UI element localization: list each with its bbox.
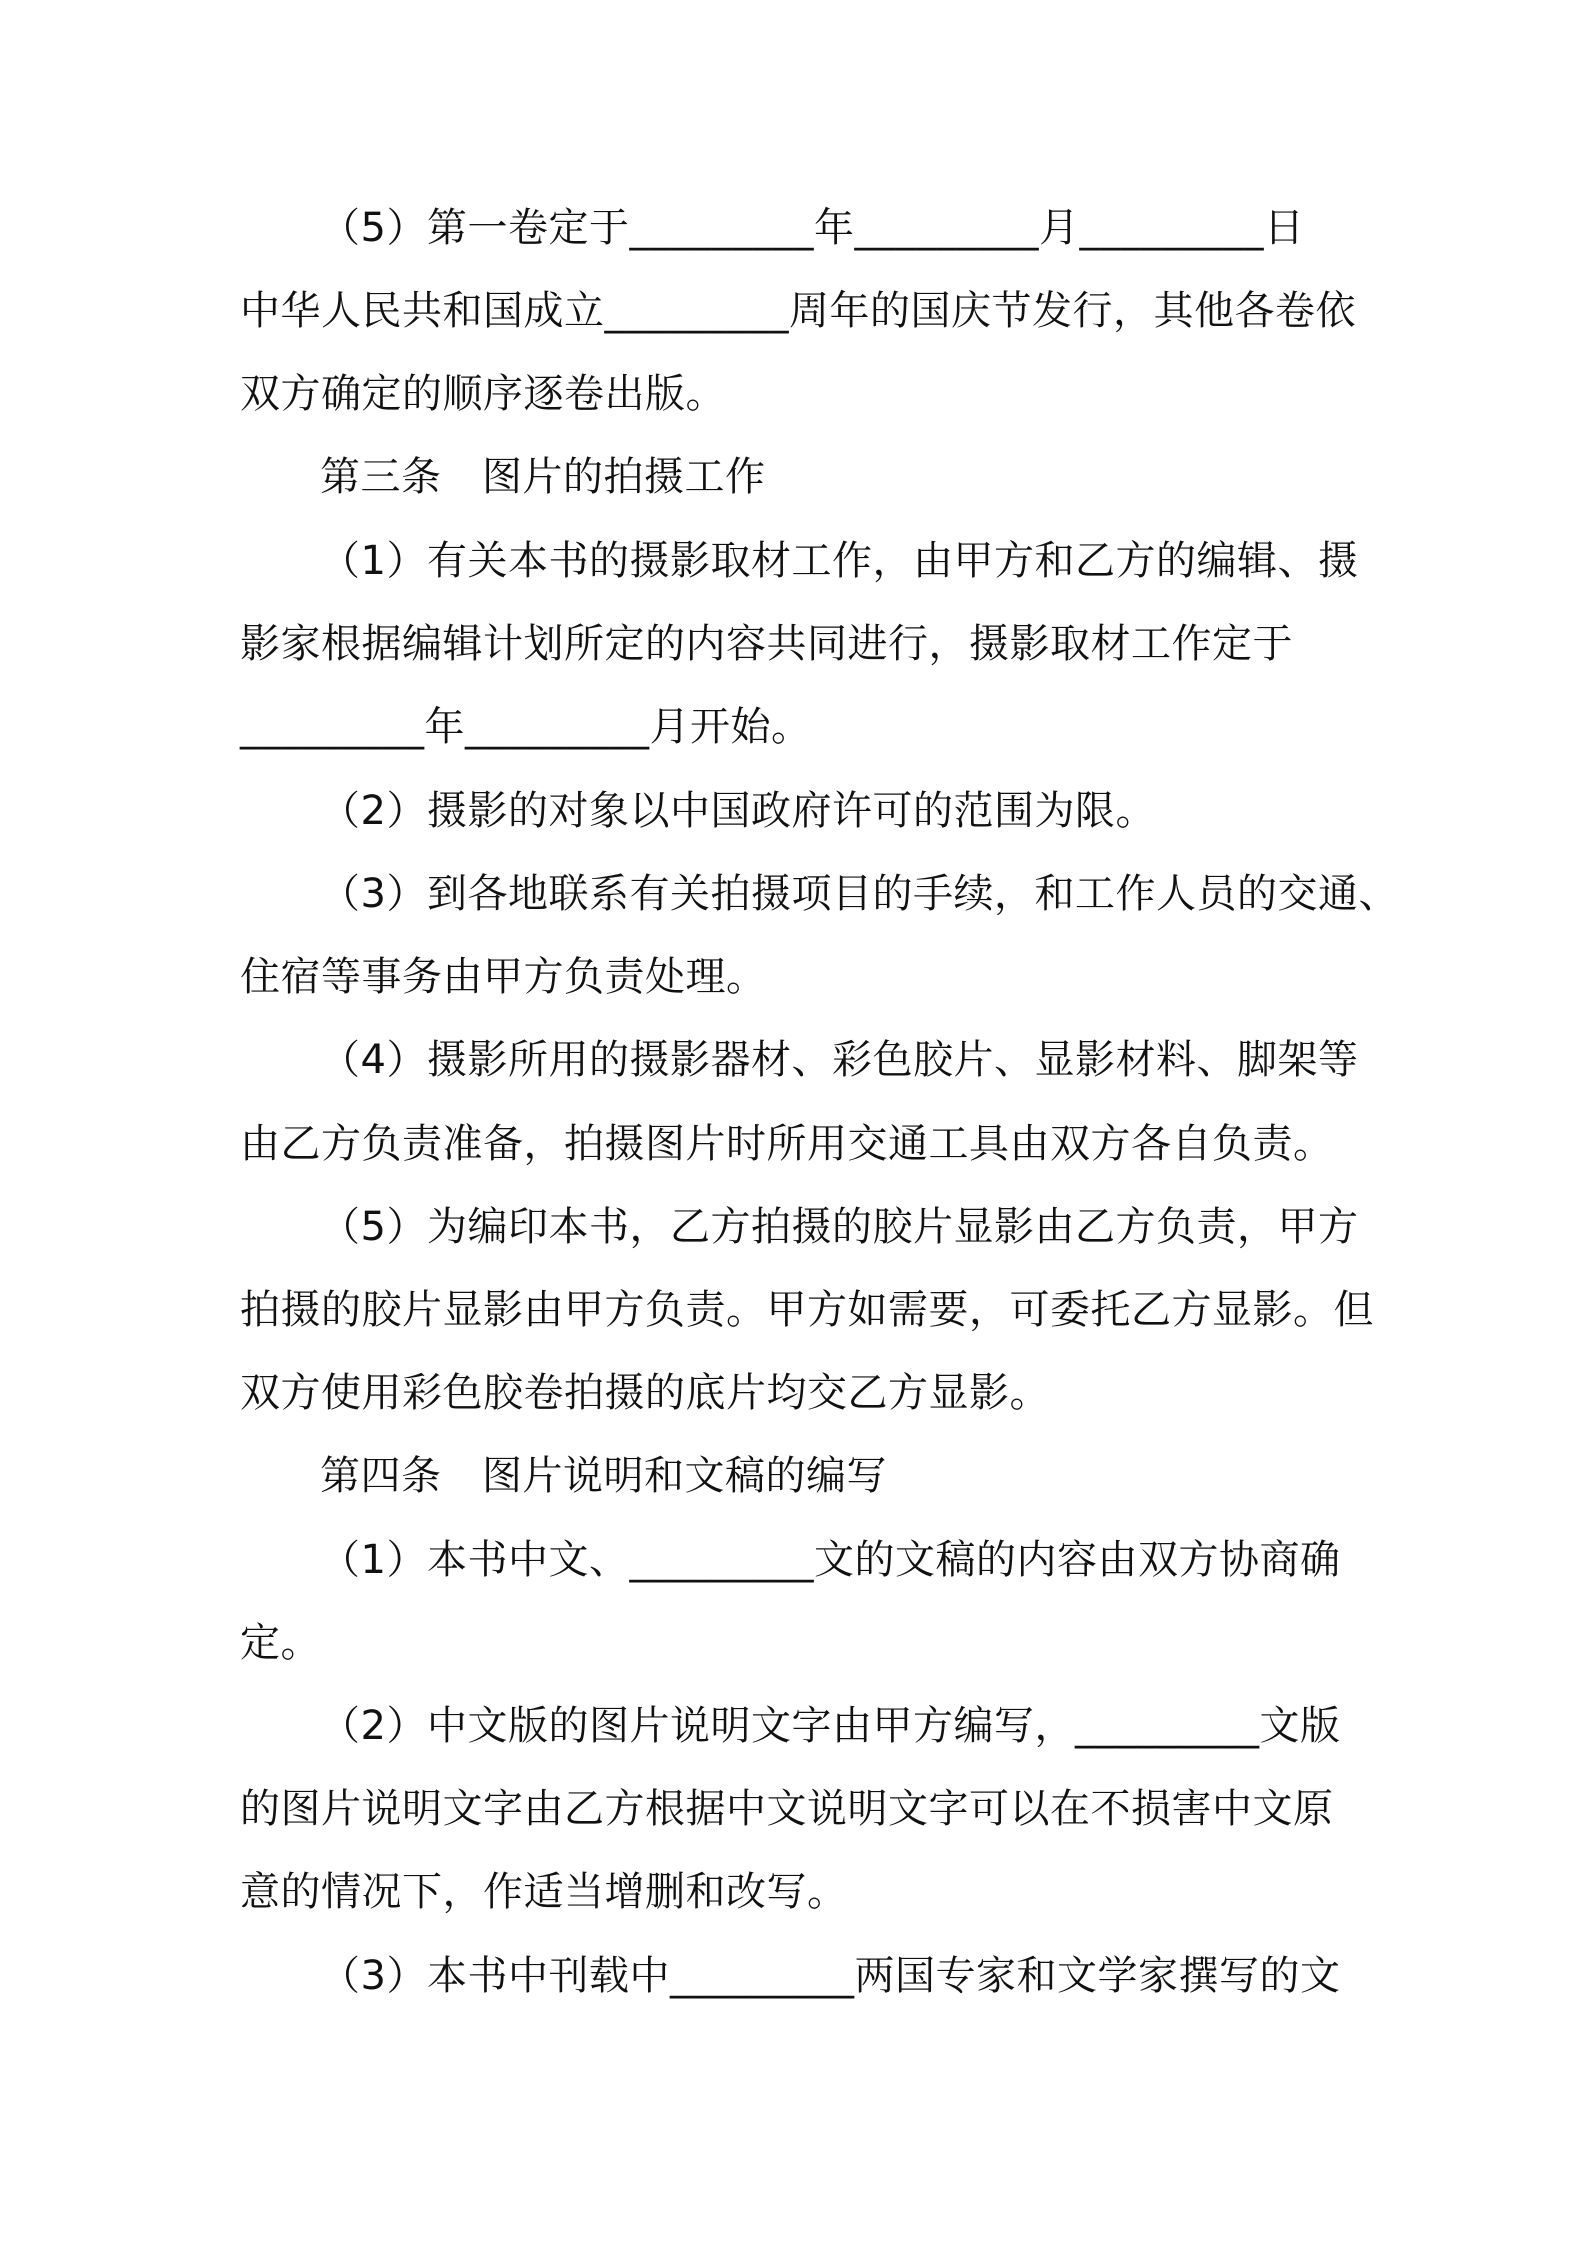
paragraph-line: （2）摄影的对象以中国政府许可的范围为限。 [320,788,1156,834]
section-heading: 第三条 图片的拍摄工作 [320,454,766,500]
paragraph-line: 拍摄的胶片显影由甲方负责。甲方如需要，可委托乙方显影。但 [240,1287,1374,1333]
paragraph-line: _________年_________月开始。 [240,704,812,750]
paragraph-line: （1）有关本书的摄影取材工作，由甲方和乙方的编辑、摄 [320,538,1359,584]
paragraph-line: 意的情况下，作适当增删和改写。 [240,1869,848,1915]
section-heading: 第四条 图片说明和文稿的编写 [320,1453,887,1499]
paragraph-line: 的图片说明文字由乙方根据中文说明文字可以在不损害中文原 [240,1786,1334,1832]
paragraph-line: 双方使用彩色胶卷拍摄的底片均交乙方显影。 [240,1370,1050,1416]
paragraph-line: （5）第一卷定于_________年_________月_________日 [320,205,1305,251]
paragraph-line: 定。 [240,1620,321,1666]
paragraph-line: （1）本书中文、_________文的文稿的内容由双方协商确 [320,1537,1341,1583]
paragraph-line: （3）本书中刊载中_________两国专家和文学家撰写的文 [320,1953,1341,1999]
paragraph-line: （5）为编印本书，乙方拍摄的胶片显影由乙方负责，甲方 [320,1204,1359,1250]
paragraph-line: 影家根据编辑计划所定的内容共同进行，摄影取材工作定于 [240,621,1293,667]
paragraph-line: 由乙方负责准备，拍摄图片时所用交通工具由双方各自负责。 [240,1121,1334,1167]
paragraph-line: 住宿等事务由甲方负责处理。 [240,954,767,1000]
paragraph-line: （3）到各地联系有关拍摄项目的手续，和工作人员的交通、 [320,871,1399,917]
paragraph-line: （4）摄影所用的摄影器材、彩色胶片、显影材料、脚架等 [320,1037,1359,1083]
paragraph-line: （2）中文版的图片说明文字由甲方编写，_________文版 [320,1703,1341,1749]
paragraph-line: 中华人民共和国成立_________周年的国庆节发行，其他各卷依 [240,288,1356,334]
paragraph-line: 双方确定的顺序逐卷出版。 [240,371,726,417]
